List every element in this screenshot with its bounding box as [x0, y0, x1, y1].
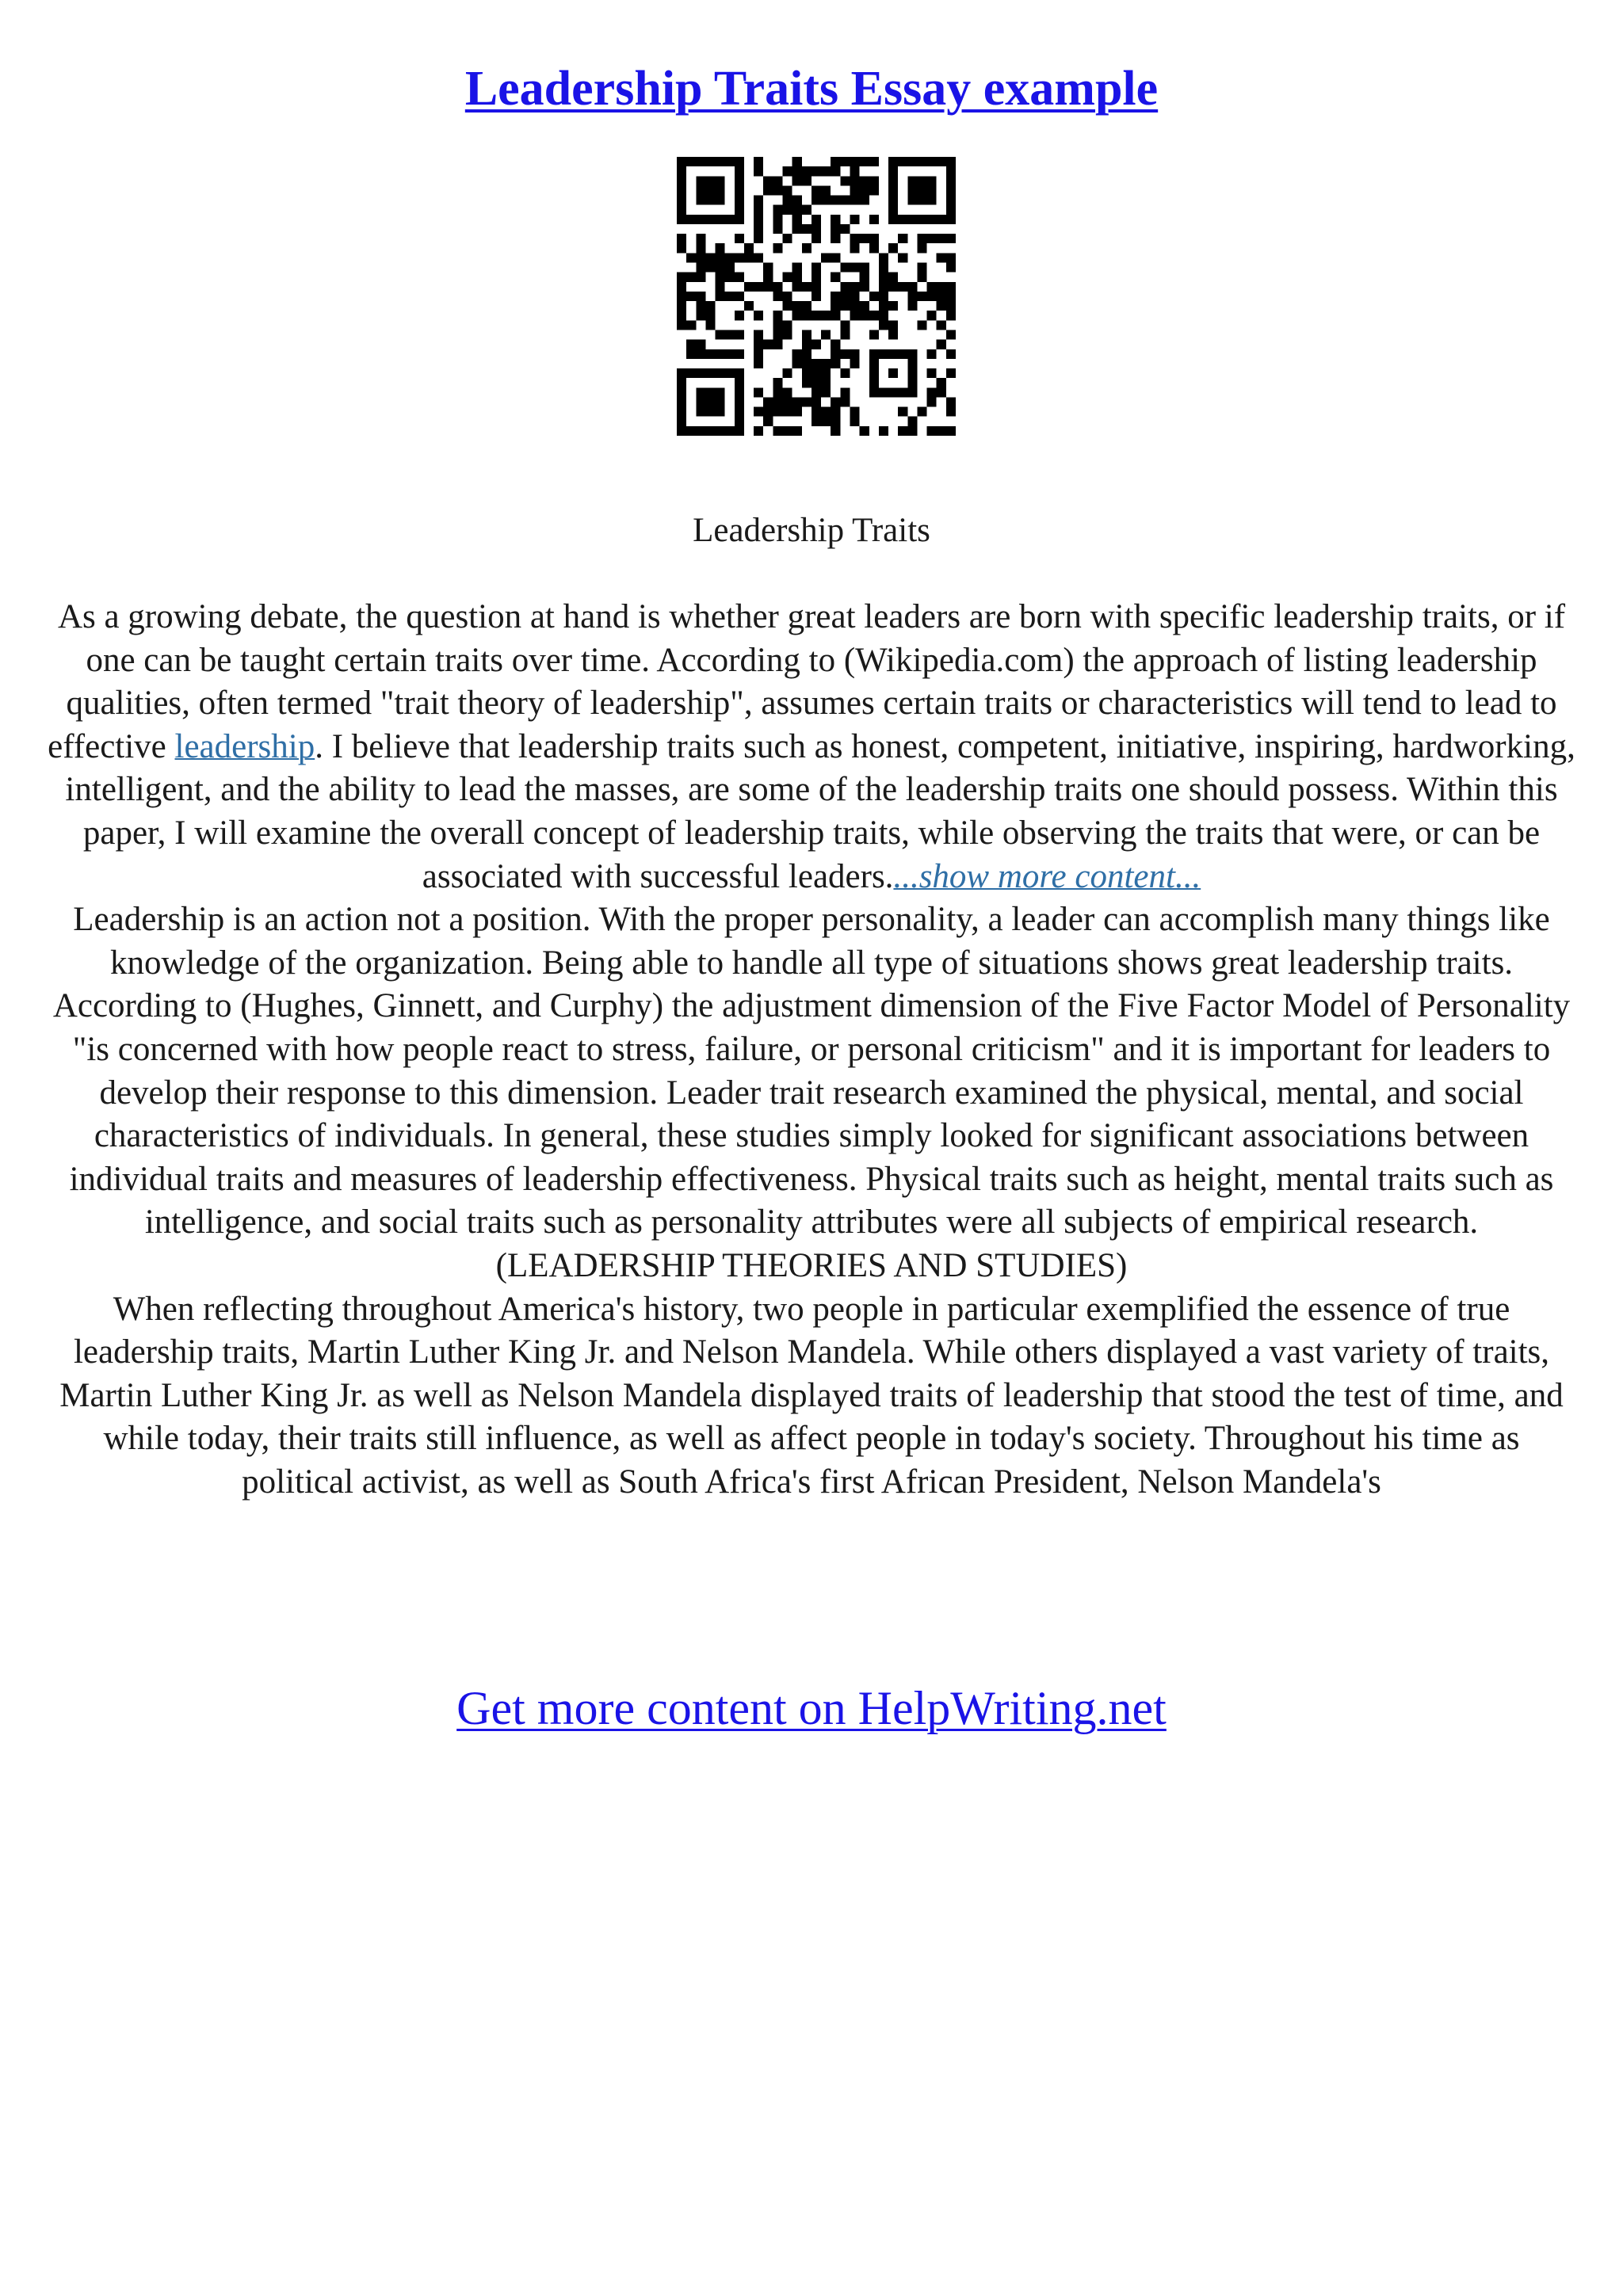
helpwriting-link[interactable]: Get more content on HelpWriting.net [456, 1682, 1167, 1734]
paragraph-1 [48, 596, 1575, 898]
paragraph-3: When reflecting throughout America's history, two people in particular exemplified the essence of true leadership traits, Martin Luther King Jr. and Nelson Mandela. While others displayed a vast variety of traits, Martin Luther King Jr. as well as Nelson Mandela displayed traits of leadership that stood the test of time, and while today, their traits still influence, as well as affect people in today's society. Throughout his time as political activist, as well as South Africa's first African President, Nelson Mandela's [59, 1290, 1564, 1501]
essay-body [48, 596, 1575, 1504]
qr-code-icon [677, 157, 956, 436]
paragraph-1-text-b: . I believe that leadership traits such as honest, competent, initiative, inspiring, hardworking, intelligent, and the ability to lead the masses, are some of the leadership traits one should possess. Within this paper, I will examine the overall concept of leadership traits, while observing the traits that were, or can be associated with successful leaders. [65, 727, 1575, 895]
footer [0, 1678, 1623, 1738]
paragraph-1-text-a: As a growing debate, the question at hand is whether great leaders are born with specific leadership traits, or if one can be taught certain traits over time. According to (Wikipedia.com) the approach of listing leadership qualities, often termed "trait theory of leadership", assumes certain traits or characteristics will tend to lead to effective [48, 598, 1566, 765]
title-link[interactable]: Leadership Traits Essay example [464, 62, 1159, 116]
essay-subtitle: Leadership Traits [693, 512, 930, 549]
leadership-link[interactable]: leadership [174, 727, 315, 765]
show-more-link[interactable]: ...show more content... [893, 857, 1201, 895]
paragraph-2: Leadership is an action not a position. With the proper personality, a leader can accomplish many things like knowledge of the organization. Being able to handle all type of situations shows great leadership traits. According to (Hughes, Ginnett, and Curphy) the adjustment dimension of the Five Factor Model of Personality "is concerned with how people react to stress, failure, or personal criticism" and it is important for leaders to develop their response to this dimension. Leader trait research examined the physical, mental, and social characteristics of individuals. In general, these studies simply looked for significant associations between individual traits and measures of leadership effectiveness. Physical traits such as height, mental traits such as intelligence, and social traits such as personality attributes were all subjects of empirical research. (LEADERSHIP THEORIES AND STUDIES) [52, 901, 1571, 1284]
document-title [0, 57, 1623, 120]
